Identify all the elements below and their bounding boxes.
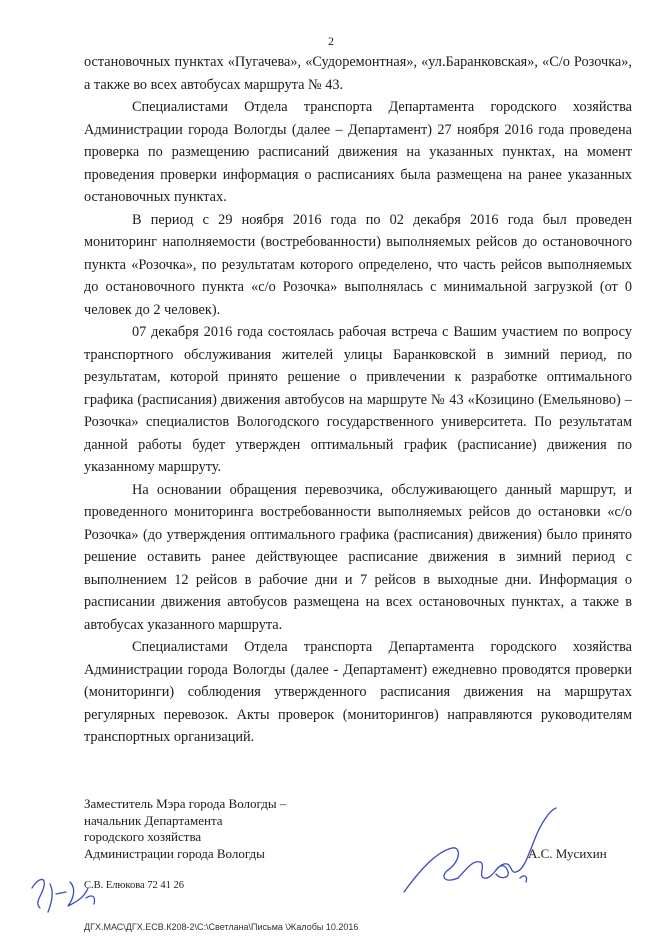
position-line: городского хозяйства bbox=[84, 829, 202, 844]
paragraph-meeting: 07 декабря 2016 года состоялась рабочая встреча с Вашим участием по вопросу транспортного обслуживания жителей улицы Баранковской в зимний период, по результатам, которой принято решение о привлечении к разработке оптимального графика (расписания) движения автобусов на маршруте № 43 «Козицино (Емельяново) – Розочка» специалистов Вологодского государственного университета. По результатам данной работы будет утвержден оптимальный график (расписание) движения по указанному маршруту. bbox=[84, 324, 632, 475]
letter-body bbox=[84, 51, 632, 749]
file-path: ДГХ.МАС\ДГХ.ЕСВ.К208-2\С:\Светлана\Письма \Жалобы 10.2016 bbox=[84, 922, 359, 932]
paragraph-decision: На основании обращения перевозчика, обслуживающего данный маршрут, и проведенного мониторинга востребованности выполняемых рейсов до остановки «с/о Розочка» (до утверждения оптимального графика (расписания) движения) было принято решение оставить ранее действующее расписание движения в зимний период с выполнением 12 рейсов в рабочие дни и 7 рейсов в выходные дни. Информация о расписании движения автобусов размещена на всех остановочных пунктах, а также в автобусах указанного маршрута. bbox=[84, 481, 632, 633]
paragraph-daily-checks: Специалистами Отдела транспорта Департамента городского хозяйства Администрации города Вологды (далее - Департамент) ежедневно проводятся проверки (мониторинги) соблюдения утвержденного расписания движения на маршрутах регулярных перевозок. Акты проверок (мониторингов) направляются руководителям транспортных организаций. bbox=[84, 639, 632, 745]
position-line: Администрации города Вологды bbox=[84, 845, 265, 861]
handwritten-initials bbox=[26, 868, 106, 918]
position-line: Заместитель Мэра города Вологды – bbox=[84, 796, 287, 811]
position-line: начальник Департамента bbox=[84, 812, 223, 828]
executor-contact: С.В. Елюкова 72 41 26 bbox=[84, 880, 185, 891]
paragraph-monitoring: В период с 29 ноября 2016 года по 02 декабря 2016 года был проведен мониторинг наполняемости (востребованности) выполняемых рейсов до остановочного пункта «Розочка», по результатам которого определено, что часть рейсов выполняемых до остановочного пункта «с/о Розочка» выполнялась с минимальной загрузкой (от 0 человек до 2 человек). bbox=[84, 211, 632, 318]
paragraph-continuation: остановочных пунктах «Пугачева», «Судоремонтная», «ул.Баранковская», «С/о Розочка», а также во всех автобусах маршрута № 43. bbox=[84, 54, 632, 93]
page-number: 2 bbox=[328, 34, 334, 48]
paragraph-inspection: Специалистами Отдела транспорта Департамента городского хозяйства Администрации города Вологды (далее – Департамент) 27 ноября 2016 года проведена проверка по размещению расписаний движения на указанных пунктах, на момент проведения проверки информация о расписаниях была размещена на ранее указанных остановочных пунктах. bbox=[84, 99, 632, 205]
signatory-position bbox=[84, 796, 286, 862]
signatory-name: А.С. Мусихин bbox=[528, 846, 607, 861]
